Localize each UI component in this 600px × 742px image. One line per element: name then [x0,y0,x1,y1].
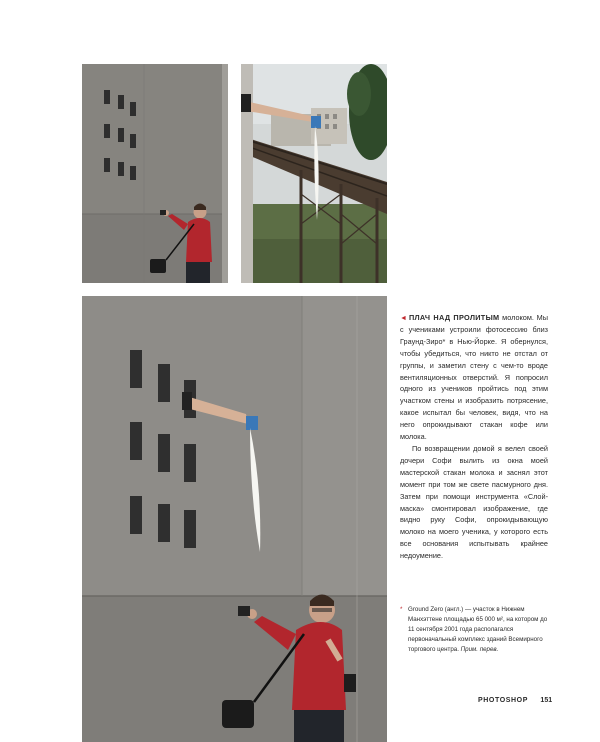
caption-text-1: молоком. Мы с учениками устроили фотосессию близ Граунд-Зиро* в Нью-Йорке. Я обернулся, чтобы убедиться, что никто не отстал от группы, и заметил стену с чем-то вроде вентиляционных отверстий. Я попросил одного из учеников пройтись под этим участком стены и изобразить потрясение, какое испытал бы человек, видя, что на него опрокидывают стакан кофе или молока. [400,313,548,441]
photo-caption [400,312,548,562]
caption-lead: ПЛАЧ НАД ПРОЛИТЫМ [408,313,500,322]
caption-paragraph-1 [400,312,548,442]
page-footer [478,697,552,704]
section-name: PHOTOSHOP [478,697,528,704]
photo-pouring-milk-bridge [241,64,387,283]
footnote [400,605,548,655]
caption-marker: ◄ [400,315,407,322]
footnote-note: Прим. перев. [460,645,499,653]
footnote-text: Ground Zero (англ.) — участок в Нижнем Манхэттене площадью 65 000 м², на котором до 11 сентября 2001 года располагался первоначальный комплекс зданий Всемирного торгового центра. [408,606,548,653]
photo-student-looking-up [82,64,228,283]
footnote-marker: * [400,606,403,613]
photo-composite-wall [82,296,387,742]
page-number: 151 [540,697,553,704]
caption-paragraph-2: По возвращении домой я велел своей дочери Софи вылить из окна моей мастерской стакан молока и заснял этот момент при том же свете пасмурного дня. Затем при помощи инструмента «Слой-маска» смонтировал изображение, где видно руку Софи, опрокидывающую молоко на моего ученика, у которого есть все основания испытывать крайнее недоумение. [400,444,548,560]
